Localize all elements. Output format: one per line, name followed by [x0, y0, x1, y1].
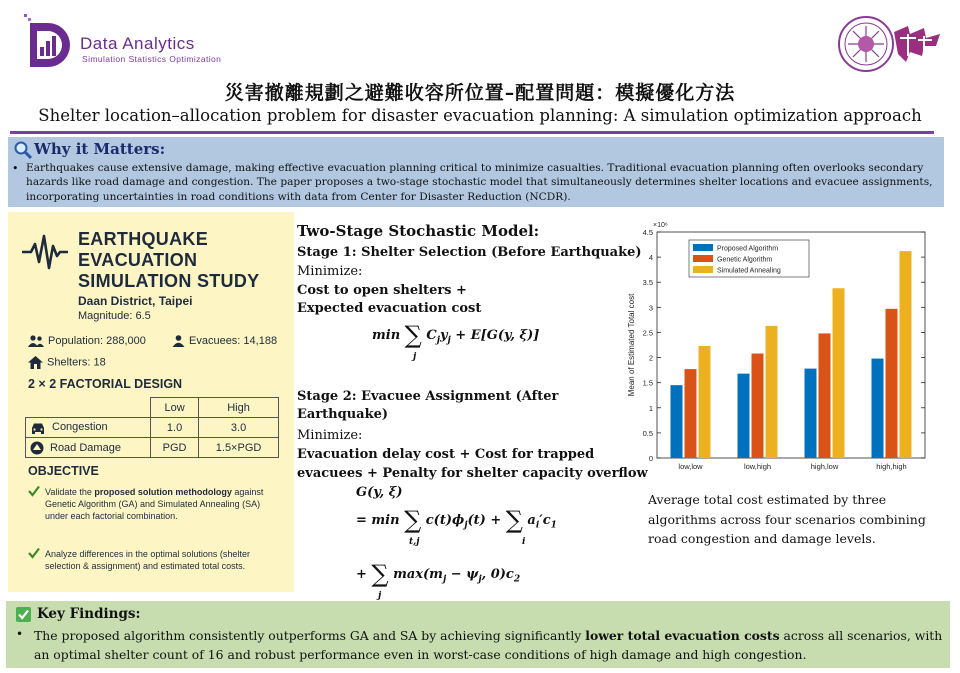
stage1-objective: Expected evacuation cost: [297, 301, 482, 316]
bar-simulated-annealing: [766, 326, 778, 458]
x-tick-label: high,low: [810, 462, 839, 471]
stage2-heading: Earthquake): [297, 407, 389, 422]
checkbox-icon: [16, 607, 31, 622]
legend-label: Proposed Algorithm: [717, 245, 779, 253]
why-text: Earthquakes cause extensive damage, making effective evacuation planning critical to minimize casualties. Traditional evacuation planning often overlooks secondary hazards like road damage and congestion. The paper proposes a two-stage stochastic model that simultaneously determines shelter locations and evacuee assignments, incorporating uncertainties in road conditions with data from Center for Disaster Reduction (NCDR).: [26, 162, 933, 203]
x-tick-label: low,low: [678, 462, 703, 471]
check-icon: [28, 547, 40, 559]
y-tick-label: 4.5: [642, 228, 653, 237]
title-divider: [10, 131, 934, 134]
stage2-equation-line2: + ∑ $\max(m_j - \psi_j$, $0)c_2$ j: [356, 560, 521, 601]
y-tick-label: 0.5: [642, 428, 653, 438]
objective-text: against Genetic Algorithm (GA) and Simulated Annealing (SA) under each factorial combination.: [45, 487, 264, 521]
why-heading: [14, 140, 165, 159]
bar-proposed-algorithm: [805, 369, 817, 458]
objective-text: Analyze differences in the optimal solutions (shelter selection & assignment) and estimated total costs.: [45, 549, 250, 571]
shelters-stat: [28, 356, 106, 369]
objective-bold: proposed solution methodology: [94, 487, 232, 497]
bar-proposed-algorithm: [872, 359, 884, 458]
study-title-line: EARTHQUAKE: [78, 229, 209, 249]
check-icon: [28, 485, 40, 497]
factorial-heading: 2 × 2 FACTORIAL DESIGN: [28, 377, 183, 391]
stage2-heading: Stage 2: Evacuee Assignment (After: [297, 389, 559, 404]
population-text: Population: 288,000: [48, 335, 146, 347]
table-row-label: [26, 418, 151, 438]
table-cell: PGD: [151, 438, 199, 458]
seismic-wave-icon: [22, 234, 68, 270]
bar-genetic-algorithm: [752, 354, 764, 458]
y-tick-label: 4: [648, 253, 653, 263]
chart-caption: Average total cost estimated by three algorithms across four scenarios combining road congestion and damage levels.: [648, 492, 926, 546]
y-tick-label: 1: [648, 403, 653, 413]
table-row: [26, 418, 279, 438]
y-scale-label: ×10⁶: [653, 222, 668, 229]
why-it-matters-panel: [8, 137, 944, 207]
bullet-icon: •: [16, 627, 24, 641]
cost-bar-chart: [620, 218, 940, 480]
evacuees-text: Evacuees: 14,188: [189, 335, 278, 347]
stage1-objective: Cost to open shelters +: [297, 283, 467, 298]
page-title-en: Shelter location–allocation problem for disaster evacuation planning: A simulation optimization approach: [38, 106, 922, 125]
minimize-label: Minimize:: [297, 264, 363, 279]
legend-swatch: [693, 255, 713, 262]
y-tick-label: 1.5: [642, 378, 653, 388]
study-title: [78, 229, 259, 292]
population-stat: [28, 335, 146, 347]
bar-simulated-annealing: [833, 288, 845, 458]
findings-heading-text: Key Findings:: [37, 606, 141, 622]
stage1-heading: Stage 1: Shelter Selection (Before Earthquake): [297, 245, 642, 260]
x-tick-label: high,high: [876, 462, 907, 471]
bar-genetic-algorithm: [685, 369, 697, 458]
findings-pre: The proposed algorithm consistently outperforms GA and SA by achieving significantly: [34, 628, 586, 643]
warning-circle-icon: [30, 441, 44, 455]
legend-label: Genetic Algorithm: [717, 256, 773, 264]
study-magnitude: Magnitude: 6.5: [78, 310, 151, 322]
y-tick-label: 2.5: [642, 328, 653, 338]
objective-heading: OBJECTIVE: [28, 464, 99, 478]
people-icon: [28, 335, 44, 347]
y-tick-label: 0: [648, 454, 653, 463]
study-card: [8, 212, 294, 592]
key-findings-panel: [6, 601, 950, 668]
university-seal-icon: [836, 12, 944, 76]
bar-simulated-annealing: [699, 346, 711, 458]
car-icon: [30, 422, 46, 434]
stage2-equation-line1: = min ∑ $c(t)\phi_j(t)$ + ∑ $a_i'c_1$ t,j i: [356, 506, 557, 547]
table-cell: 1.5×PGD: [199, 438, 279, 458]
table-header: Low: [151, 398, 199, 418]
data-analytics-logo-icon: [22, 14, 76, 70]
bar-proposed-algorithm: [671, 385, 683, 458]
logo-subtitle: Simulation Statistics Optimization: [82, 54, 222, 64]
magnifier-icon: [14, 141, 32, 159]
findings-text: [34, 626, 944, 664]
house-icon: [28, 356, 43, 369]
table-row: [26, 438, 279, 458]
table-cell: 1.0: [151, 418, 199, 438]
page-title-zh: 災害撤離規劃之避難收容所位置–配置問題：模擬優化方法: [224, 82, 736, 104]
congestion-label: Congestion: [52, 421, 108, 434]
evacuees-stat: [172, 335, 277, 347]
findings-post: across all scenarios, with an optimal shelter count of 16 and robust performance even in worst-case conditions of high damage and high congestion.: [34, 628, 943, 662]
x-tick-label: low,high: [743, 462, 772, 471]
table-header: High: [199, 398, 279, 418]
stage1-equation: min ∑ $C_jy_j + E[G(y$, ξ)] j: [372, 321, 540, 362]
bar-genetic-algorithm: [819, 333, 831, 458]
legend-swatch: [693, 244, 713, 251]
study-title-line: EVACUATION: [78, 250, 198, 270]
bar-proposed-algorithm: [738, 374, 750, 458]
legend-swatch: [693, 266, 713, 273]
bullet-icon: •: [12, 162, 19, 175]
model-heading: Two-Stage Stochastic Model:: [297, 222, 540, 240]
study-location: Daan District, Taipei: [78, 294, 193, 308]
stage2-objective: evacuees + Penalty for shelter capacity overflow: [297, 466, 648, 481]
why-heading-text: Why it Matters:: [34, 140, 166, 158]
y-tick-label: 3.5: [642, 278, 653, 288]
stage2-equation-lhs: G(y, ξ): [356, 485, 403, 500]
logo-title: Data Analytics: [80, 34, 195, 53]
minimize-label: Minimize:: [297, 428, 363, 443]
factorial-table: [25, 397, 279, 458]
study-title-line: SIMULATION STUDY: [78, 271, 260, 291]
stage2-objective: Evacuation delay cost + Cost for trapped: [297, 447, 595, 462]
table-row-label: [26, 438, 151, 458]
y-tick-label: 3: [648, 303, 653, 313]
table-cell: 3.0: [199, 418, 279, 438]
table-header-row: [26, 398, 279, 418]
objective-text: Validate the: [45, 487, 95, 497]
person-icon: [172, 335, 185, 347]
findings-bold: lower total evacuation costs: [585, 628, 780, 643]
shelters-text: Shelters: 18: [47, 356, 106, 369]
road-damage-label: Road Damage: [50, 441, 121, 454]
bar-simulated-annealing: [900, 251, 912, 458]
bar-genetic-algorithm: [886, 309, 898, 458]
y-axis-label: Mean of Estimated Total cost: [627, 293, 636, 397]
y-tick-label: 2: [648, 353, 653, 363]
legend-label: Simulated Annealing: [717, 267, 781, 275]
logo: [22, 14, 262, 70]
table-corner: [26, 398, 151, 418]
findings-heading: [16, 606, 141, 622]
